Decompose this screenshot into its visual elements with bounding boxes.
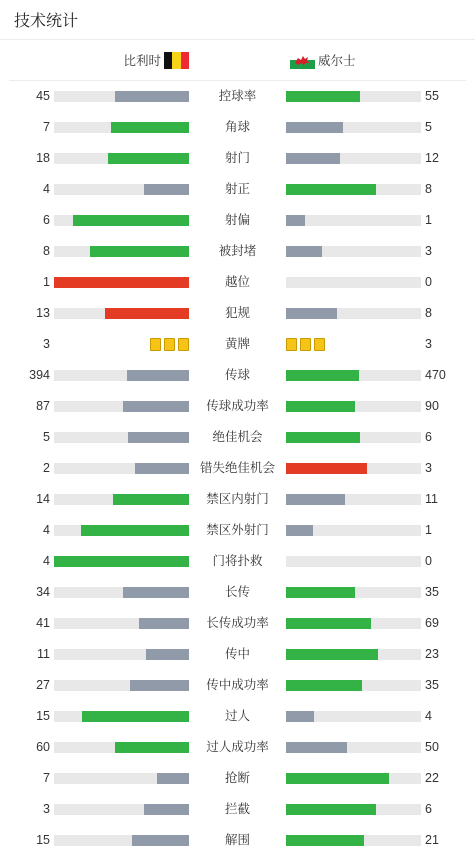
away-stat-value: 5 <box>425 120 432 134</box>
away-stat-bar <box>286 463 421 474</box>
away-stat-bar <box>286 246 421 257</box>
stat-label: 长传 <box>224 585 250 599</box>
stat-label: 禁区外射门 <box>206 523 269 537</box>
stat-row <box>0 275 475 290</box>
away-stat-bar-fill <box>286 804 376 815</box>
away-stat-bar-fill <box>286 215 305 226</box>
away-stat-value: 8 <box>425 306 432 320</box>
away-stat-bar-fill <box>286 494 345 505</box>
away-stat-bar <box>286 773 421 784</box>
stat-row <box>0 89 475 104</box>
home-stat-bar-fill <box>81 525 189 536</box>
away-stat-bar <box>286 711 421 722</box>
home-stat-bar <box>54 463 189 474</box>
stat-row <box>0 492 475 507</box>
yellow-card-icon <box>164 338 175 351</box>
home-stat-bar-fill <box>127 370 189 381</box>
away-stat-bar-fill <box>286 401 355 412</box>
stat-label: 门将扑救 <box>212 554 263 568</box>
home-stat-value: 41 <box>36 616 50 630</box>
home-team-name: 比利时 <box>123 54 161 68</box>
home-stat-bar-fill <box>54 556 189 567</box>
stat-label: 角球 <box>224 120 250 134</box>
home-stat-value: 4 <box>43 523 50 537</box>
away-team <box>290 40 356 80</box>
home-stat-bar <box>54 525 189 536</box>
stat-row <box>0 461 475 476</box>
away-yellow-cards <box>286 338 325 351</box>
home-stat-bar-fill <box>139 618 189 629</box>
home-stat-bar-fill <box>115 742 189 753</box>
stat-row <box>0 833 475 848</box>
away-stat-value: 0 <box>425 554 432 568</box>
home-stat-bar <box>54 370 189 381</box>
away-stat-bar <box>286 277 421 288</box>
home-stat-bar <box>54 556 189 567</box>
stat-row <box>0 647 475 662</box>
wales-flag-icon <box>290 52 315 69</box>
home-yellow-cards <box>150 338 189 351</box>
home-team <box>123 40 189 80</box>
away-stat-value: 50 <box>425 740 439 754</box>
stat-label: 黄牌 <box>224 337 250 351</box>
away-stat-value: 8 <box>425 182 432 196</box>
away-stat-bar-fill <box>286 587 355 598</box>
away-stat-bar-fill <box>286 308 337 319</box>
home-stat-value: 34 <box>36 585 50 599</box>
yellow-card-icon <box>300 338 311 351</box>
home-stat-value: 8 <box>43 244 50 258</box>
stat-row <box>0 244 475 259</box>
stat-label: 错失绝佳机会 <box>199 461 275 475</box>
away-stat-value: 55 <box>425 89 439 103</box>
away-stat-bar <box>286 494 421 505</box>
home-stat-bar <box>54 804 189 815</box>
away-stat-bar <box>286 122 421 133</box>
stat-label: 过人 <box>224 709 250 723</box>
home-stat-value: 60 <box>36 740 50 754</box>
page-title: 技术统计 <box>14 13 79 30</box>
stat-label: 抢断 <box>224 771 250 785</box>
away-stat-bar-fill <box>286 370 359 381</box>
away-stat-value: 90 <box>425 399 439 413</box>
home-stat-bar <box>54 215 189 226</box>
belgium-flag-icon <box>164 52 189 69</box>
home-stat-bar <box>54 246 189 257</box>
stat-label: 被封堵 <box>218 244 257 258</box>
home-stat-bar <box>54 773 189 784</box>
home-stat-bar <box>54 494 189 505</box>
away-stat-value: 12 <box>425 151 439 165</box>
stat-row <box>0 802 475 817</box>
away-stat-value: 69 <box>425 616 439 630</box>
home-stat-bar <box>54 711 189 722</box>
home-stat-bar-fill <box>123 401 189 412</box>
stat-row <box>0 585 475 600</box>
away-stat-bar-fill <box>286 153 340 164</box>
stat-row <box>0 740 475 755</box>
home-stat-bar-fill <box>146 649 189 660</box>
away-stat-bar-fill <box>286 246 322 257</box>
stat-row <box>0 430 475 445</box>
away-stat-bar <box>286 804 421 815</box>
home-stat-bar <box>54 277 189 288</box>
home-stat-value: 7 <box>43 120 50 134</box>
home-stat-value: 3 <box>43 337 50 351</box>
home-stat-bar-fill <box>111 122 189 133</box>
home-stat-bar-fill <box>130 680 189 691</box>
stat-row <box>0 523 475 538</box>
home-stat-bar <box>54 91 189 102</box>
away-stat-bar <box>286 742 421 753</box>
away-stat-value: 470 <box>425 368 446 382</box>
home-stat-bar <box>54 587 189 598</box>
stat-label: 控球率 <box>218 89 257 103</box>
home-stat-value: 5 <box>43 430 50 444</box>
home-stat-bar-fill <box>132 835 189 846</box>
home-stat-value: 15 <box>36 833 50 847</box>
away-stat-bar-fill <box>286 742 347 753</box>
away-stat-bar <box>286 587 421 598</box>
away-stat-bar-fill <box>286 618 371 629</box>
home-stat-bar-fill <box>113 494 189 505</box>
stat-label: 射门 <box>224 151 250 165</box>
stat-row <box>0 616 475 631</box>
stat-row <box>0 182 475 197</box>
home-stat-bar-fill <box>135 463 189 474</box>
home-stat-value: 6 <box>43 213 50 227</box>
away-stat-value: 3 <box>425 244 432 258</box>
away-stat-bar <box>286 556 421 567</box>
home-stat-bar-fill <box>144 804 189 815</box>
away-stat-value: 23 <box>425 647 439 661</box>
away-stat-bar-fill <box>286 525 313 536</box>
away-stat-value: 6 <box>425 802 432 816</box>
stat-label: 解围 <box>224 833 250 847</box>
home-stat-bar <box>54 122 189 133</box>
away-stat-value: 21 <box>425 833 439 847</box>
away-stat-bar <box>286 401 421 412</box>
away-stat-bar <box>286 215 421 226</box>
home-stat-value: 3 <box>43 802 50 816</box>
teams-header <box>9 40 466 81</box>
stat-label: 犯规 <box>224 306 250 320</box>
home-stat-value: 1 <box>43 275 50 289</box>
away-stat-bar <box>286 525 421 536</box>
yellow-card-icon <box>178 338 189 351</box>
section-header <box>0 0 475 40</box>
stat-label: 传球 <box>224 368 250 382</box>
home-stat-value: 14 <box>36 492 50 506</box>
home-stat-value: 45 <box>36 89 50 103</box>
away-stat-value: 35 <box>425 585 439 599</box>
home-stat-bar <box>54 649 189 660</box>
stat-row <box>0 554 475 569</box>
away-stat-bar <box>286 432 421 443</box>
stat-row <box>0 306 475 321</box>
away-stat-bar <box>286 680 421 691</box>
stat-label: 过人成功率 <box>206 740 269 754</box>
stat-row <box>0 399 475 414</box>
away-stat-bar-fill <box>286 184 376 195</box>
away-stat-bar-fill <box>286 835 364 846</box>
home-stat-bar <box>54 835 189 846</box>
stat-row <box>0 213 475 228</box>
home-stat-bar-fill <box>108 153 189 164</box>
home-stat-bar <box>54 184 189 195</box>
away-stat-bar-fill <box>286 91 360 102</box>
away-stat-value: 11 <box>425 492 438 506</box>
home-stat-value: 2 <box>43 461 50 475</box>
stat-label: 传球成功率 <box>206 399 269 413</box>
away-stat-bar-fill <box>286 649 378 660</box>
away-stat-value: 3 <box>425 337 432 351</box>
away-stat-value: 1 <box>425 213 432 227</box>
home-stat-value: 13 <box>36 306 50 320</box>
home-stat-bar-fill <box>105 308 189 319</box>
away-stat-bar-fill <box>286 432 360 443</box>
yellow-card-icon <box>286 338 297 351</box>
home-stat-value: 27 <box>36 678 50 692</box>
away-stat-bar <box>286 370 421 381</box>
stat-label: 传中成功率 <box>206 678 269 692</box>
away-stat-bar-fill <box>286 463 367 474</box>
home-stat-value: 18 <box>36 151 50 165</box>
stat-row <box>0 337 475 352</box>
away-stat-value: 6 <box>425 430 432 444</box>
home-stat-value: 394 <box>29 368 50 382</box>
stat-row <box>0 368 475 383</box>
stat-row <box>0 678 475 693</box>
stat-label: 禁区内射门 <box>206 492 269 506</box>
away-stat-value: 22 <box>425 771 439 785</box>
stat-label: 射偏 <box>224 213 250 227</box>
home-stat-bar-fill <box>157 773 189 784</box>
home-stat-value: 15 <box>36 709 50 723</box>
home-stat-value: 7 <box>43 771 50 785</box>
stat-row <box>0 151 475 166</box>
away-stat-value: 3 <box>425 461 432 475</box>
yellow-card-icon <box>150 338 161 351</box>
away-stat-bar-fill <box>286 680 362 691</box>
away-stat-bar <box>286 835 421 846</box>
home-stat-value: 87 <box>36 399 50 413</box>
away-stat-bar-fill <box>286 122 343 133</box>
home-stat-bar-fill <box>90 246 189 257</box>
home-stat-value: 4 <box>43 554 50 568</box>
stat-label: 绝佳机会 <box>212 430 263 444</box>
stat-label: 射正 <box>224 182 250 196</box>
away-stat-value: 0 <box>425 275 432 289</box>
yellow-card-icon <box>314 338 325 351</box>
home-stat-bar <box>54 742 189 753</box>
home-stat-bar <box>54 308 189 319</box>
away-stat-bar <box>286 91 421 102</box>
away-stat-bar-fill <box>286 773 389 784</box>
away-stat-bar <box>286 184 421 195</box>
stat-row <box>0 771 475 786</box>
stat-label: 越位 <box>224 275 250 289</box>
home-stat-bar <box>54 618 189 629</box>
home-stat-bar <box>54 432 189 443</box>
away-stat-bar <box>286 618 421 629</box>
stat-label: 拦截 <box>224 802 250 816</box>
home-stat-bar-fill <box>115 91 189 102</box>
away-team-name: 威尔士 <box>318 54 356 68</box>
home-stat-bar-fill <box>54 277 189 288</box>
away-stat-bar-fill <box>286 711 314 722</box>
stat-label: 传中 <box>224 647 250 661</box>
stat-row <box>0 120 475 135</box>
home-stat-bar-fill <box>82 711 189 722</box>
home-stat-bar-fill <box>123 587 189 598</box>
stat-label: 长传成功率 <box>206 616 269 630</box>
home-stat-bar-fill <box>128 432 189 443</box>
away-stat-value: 4 <box>425 709 432 723</box>
away-stat-bar <box>286 649 421 660</box>
home-stat-bar <box>54 153 189 164</box>
home-stat-bar-fill <box>73 215 189 226</box>
home-stat-bar <box>54 680 189 691</box>
away-stat-value: 35 <box>425 678 439 692</box>
home-stat-value: 11 <box>37 647 50 661</box>
home-stat-value: 4 <box>43 182 50 196</box>
home-stat-bar <box>54 401 189 412</box>
away-stat-bar <box>286 153 421 164</box>
home-stat-bar-fill <box>144 184 189 195</box>
away-stat-value: 1 <box>425 523 432 537</box>
away-stat-bar <box>286 308 421 319</box>
stat-row <box>0 709 475 724</box>
